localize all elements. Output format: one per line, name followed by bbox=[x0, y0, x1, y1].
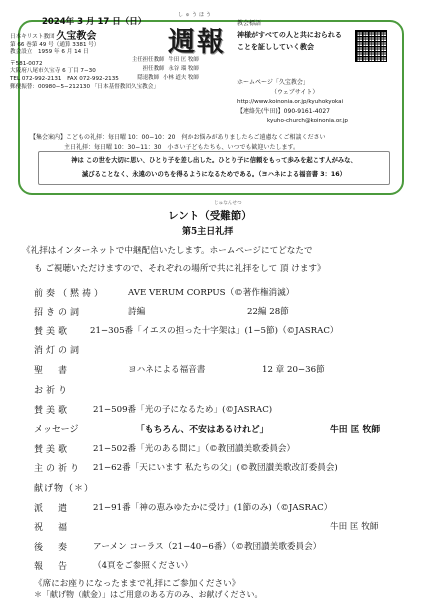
service-item-label: 献げ物（＊） bbox=[34, 484, 95, 494]
service-item-label: 祝 福 bbox=[34, 523, 71, 533]
service-item-label: 前奏（黙祷） bbox=[34, 289, 107, 299]
service-item-detail: 21−62番「天にいます 私たちの父」(©教団讃美歌改訂委員会) bbox=[93, 463, 338, 473]
intro-line: も ご視聴いただけますので、それぞれの場所で共に礼拝をして 頂 けます》 bbox=[34, 264, 326, 274]
outro-line: ＊「献げ物（献金）」はご用意のある方のみ、お献げください。 bbox=[34, 590, 263, 599]
service-item-label: 派 遣 bbox=[34, 504, 71, 514]
homepage-link[interactable]: http://www.koinonia.or.jp/kyuhokyokai bbox=[237, 98, 344, 105]
church-transfer: 郵便振替：00980−5−212130 「日本基督教団久宝教会」 bbox=[10, 83, 159, 90]
service-item-extra: 牛田 匡 牧師 bbox=[330, 522, 379, 532]
service-item-label: 後 奏 bbox=[34, 543, 71, 553]
title-reading: しゅうほう bbox=[178, 12, 214, 18]
contact-email[interactable]: kyuho-church@koinonia.or.jp bbox=[267, 118, 348, 125]
service-item-detail: 21−502番「光のある間に」（©教団讃美歌委員会） bbox=[93, 444, 296, 454]
motto-text: 神様がすべての人と共におられる ことを証ししていく教会 bbox=[237, 31, 342, 51]
service-item-detail: ヨハネによる福音書 bbox=[128, 365, 206, 375]
meeting-notice: 【集会案内】こどもの礼拝：毎日曜 10：00−10：20 何かお悩みがありましたらご遠慮なくご相談ください bbox=[30, 134, 326, 141]
service-item-detail: （4頁をご参照ください） bbox=[93, 561, 193, 571]
sunday-heading: 第5主日礼拝 bbox=[182, 227, 234, 237]
intro-line: 《礼拝はインターネットで中継配信いたします。ホームページにてどなたで bbox=[22, 246, 313, 256]
homepage-label: ホームページ「久宝教会」 bbox=[237, 79, 309, 86]
service-item-label: 賛美歌 bbox=[34, 445, 71, 455]
pastor-row: 担任教師 永谷 瑠 牧師 bbox=[142, 66, 199, 73]
church-phone: TEL 072-992-2131 FAX 072-992-2135 bbox=[10, 75, 119, 82]
pastor-row: 主任担任教師 牛田 匡 牧師 bbox=[132, 57, 199, 63]
service-item-detail: アーメン コーラス（21−40−6番）（©教団讃美歌委員会） bbox=[93, 542, 322, 552]
service-item-label: メッセージ bbox=[34, 425, 79, 435]
bulletin-date: 2024年 3 月 17 日（日） bbox=[42, 17, 147, 27]
outro-line: 《席にお座りになったままで礼拝にご参加ください》 bbox=[34, 579, 241, 589]
motto-heading: 教会標語 bbox=[237, 20, 262, 27]
church-founded: 教会設立 1959 年 6 月 14 日 bbox=[10, 49, 89, 56]
service-item-label: 招きの詞 bbox=[34, 308, 83, 318]
sermon-title: 「もちろん、不安はあるけれど」 bbox=[136, 425, 269, 435]
season-heading: レント（受難節） bbox=[168, 210, 252, 222]
contact-phone: 【連絡先(牛田)】090-9161-4027 bbox=[237, 108, 331, 116]
service-item-label: 賛美歌 bbox=[34, 327, 71, 337]
service-item-extra: 22編 28節 bbox=[247, 307, 289, 317]
church-volume: 第 66 巻第 49 号（通算 3381 号） bbox=[10, 41, 100, 48]
service-item-label: 賛美歌 bbox=[34, 406, 71, 416]
season-reading: じゅなんせつ bbox=[214, 201, 242, 206]
service-item-label: 主の祈り bbox=[34, 464, 83, 474]
service-item-detail: 詩編 bbox=[128, 307, 146, 317]
service-item-label: 報 告 bbox=[34, 562, 71, 572]
preacher-name: 牛田 匡 牧師 bbox=[330, 425, 381, 435]
church-postal: 〒581-0072 bbox=[10, 60, 43, 67]
service-item-label: お祈り bbox=[34, 386, 71, 396]
church-address: 大阪府八尾市久宝寺 6 丁目 7−30 bbox=[10, 68, 96, 75]
pastor-row: 隠退教師 小林 道夫 牧師 bbox=[137, 75, 199, 82]
church-affiliation: 日本キリスト教団 bbox=[10, 34, 55, 40]
bulletin-title: 週報 bbox=[168, 27, 226, 58]
worship-notice: 主日礼拝：毎日曜 10：30−11：30 小さい子どもたちも、いつでも歓迎いたします。 bbox=[64, 144, 299, 151]
scripture-line: 神は この世を大切に思い、ひとり子を差し出した。ひとり子に信頼をもって歩みを起こす人がみな、 bbox=[71, 157, 357, 164]
service-item-detail: 21−91番「神の恵みゆたかに受け」(1節のみ)（©JASRAC） bbox=[93, 503, 333, 513]
service-item-detail: 21−509番「光の子になるため」(©JASRAC) bbox=[93, 405, 273, 415]
service-item-label: 消灯の詞 bbox=[34, 346, 83, 356]
homepage-sub: （ウェブサイト） bbox=[271, 88, 319, 96]
church-name: 久宝教会 bbox=[56, 31, 97, 42]
service-item-extra: 12 章 20−36節 bbox=[262, 365, 325, 375]
scripture-line: 滅びることなく、永遠のいのちを得るようになるためである。（ヨハネによる福音書 3：16） bbox=[82, 171, 346, 178]
service-item-label: 聖 書 bbox=[34, 366, 71, 376]
service-item-detail: 21−305番「イエスの担った十字架は」(1−5節)（©JASRAC） bbox=[90, 326, 339, 336]
service-item-detail: AVE VERUM CORPUS（©著作権消滅） bbox=[128, 288, 295, 298]
